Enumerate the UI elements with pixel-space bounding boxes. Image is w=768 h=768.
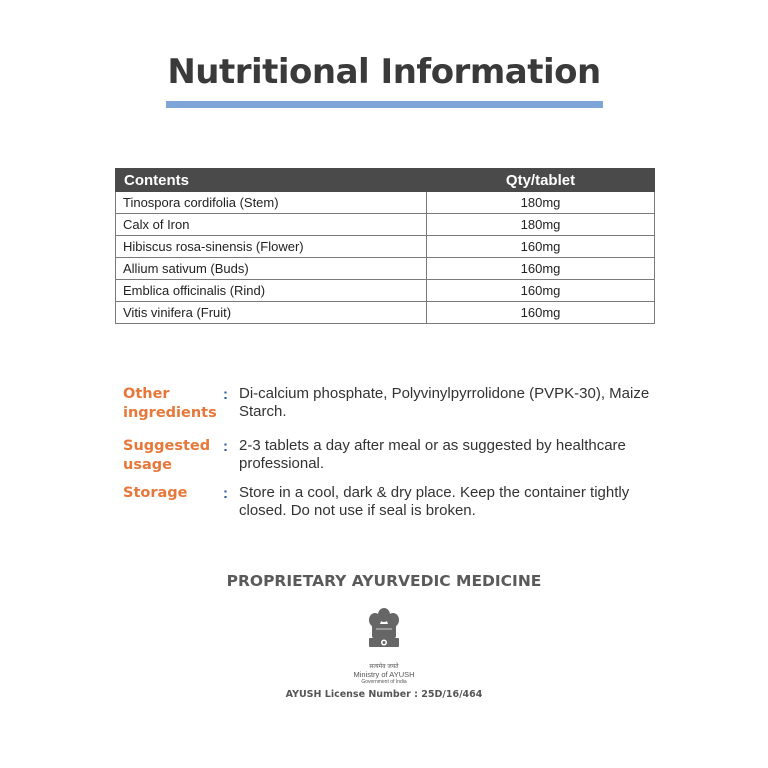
table-header-row xyxy=(116,169,655,192)
storage-label: Storage xyxy=(123,485,188,501)
nutrition-table xyxy=(115,168,655,324)
ingredient-name: Tinospora cordifolia (Stem) xyxy=(116,192,427,214)
ingredient-name: Allium sativum (Buds) xyxy=(116,258,427,280)
table-row xyxy=(116,302,655,324)
separator-colon: : xyxy=(223,485,228,502)
separator-colon: : xyxy=(223,386,228,403)
ingredient-qty: 180mg xyxy=(427,214,655,236)
header-contents: Contents xyxy=(116,169,427,192)
emblem-motto: सत्यमेव जयते xyxy=(369,664,399,670)
other-ingredients-label: Other ingredients xyxy=(123,386,217,421)
ingredient-qty: 160mg xyxy=(427,280,655,302)
government-name: Government of India xyxy=(361,679,407,685)
table-row xyxy=(116,192,655,214)
suggested-usage-label: Suggested usage xyxy=(123,438,211,473)
proprietary-heading: PROPRIETARY AYURVEDIC MEDICINE xyxy=(226,572,542,590)
suggested-usage-value: 2-3 tablets a day after meal or as suggested by healthcare professional. xyxy=(239,437,626,472)
table-row xyxy=(116,236,655,258)
other-ingredients-value: Di-calcium phosphate, Polyvinylpyrrolidone (PVPK-30), Maize Starch. xyxy=(239,385,650,420)
ministry-name: Ministry of AYUSH xyxy=(353,670,415,679)
ingredient-name: Calx of Iron xyxy=(116,214,427,236)
ingredient-name: Emblica officinalis (Rind) xyxy=(116,280,427,302)
ingredient-qty: 160mg xyxy=(427,258,655,280)
title-underline xyxy=(166,101,603,108)
table-row xyxy=(116,214,655,236)
ingredient-qty: 160mg xyxy=(427,302,655,324)
ingredient-name: Vitis vinifera (Fruit) xyxy=(116,302,427,324)
table-row xyxy=(116,280,655,302)
storage-value: Store in a cool, dark & dry place. Keep the container tightly closed. Do not use if seal is broken. xyxy=(239,484,630,519)
ingredient-qty: 160mg xyxy=(427,236,655,258)
header-qty: Qty/tablet xyxy=(427,169,655,192)
ingredient-name: Hibiscus rosa-sinensis (Flower) xyxy=(116,236,427,258)
ingredient-qty: 180mg xyxy=(427,192,655,214)
separator-colon: : xyxy=(223,438,228,455)
license-number: AYUSH License Number : 25D/16/464 xyxy=(285,689,483,700)
national-emblem-icon xyxy=(364,606,404,664)
page-title: Nutritional Information xyxy=(167,52,601,92)
table-row xyxy=(116,258,655,280)
